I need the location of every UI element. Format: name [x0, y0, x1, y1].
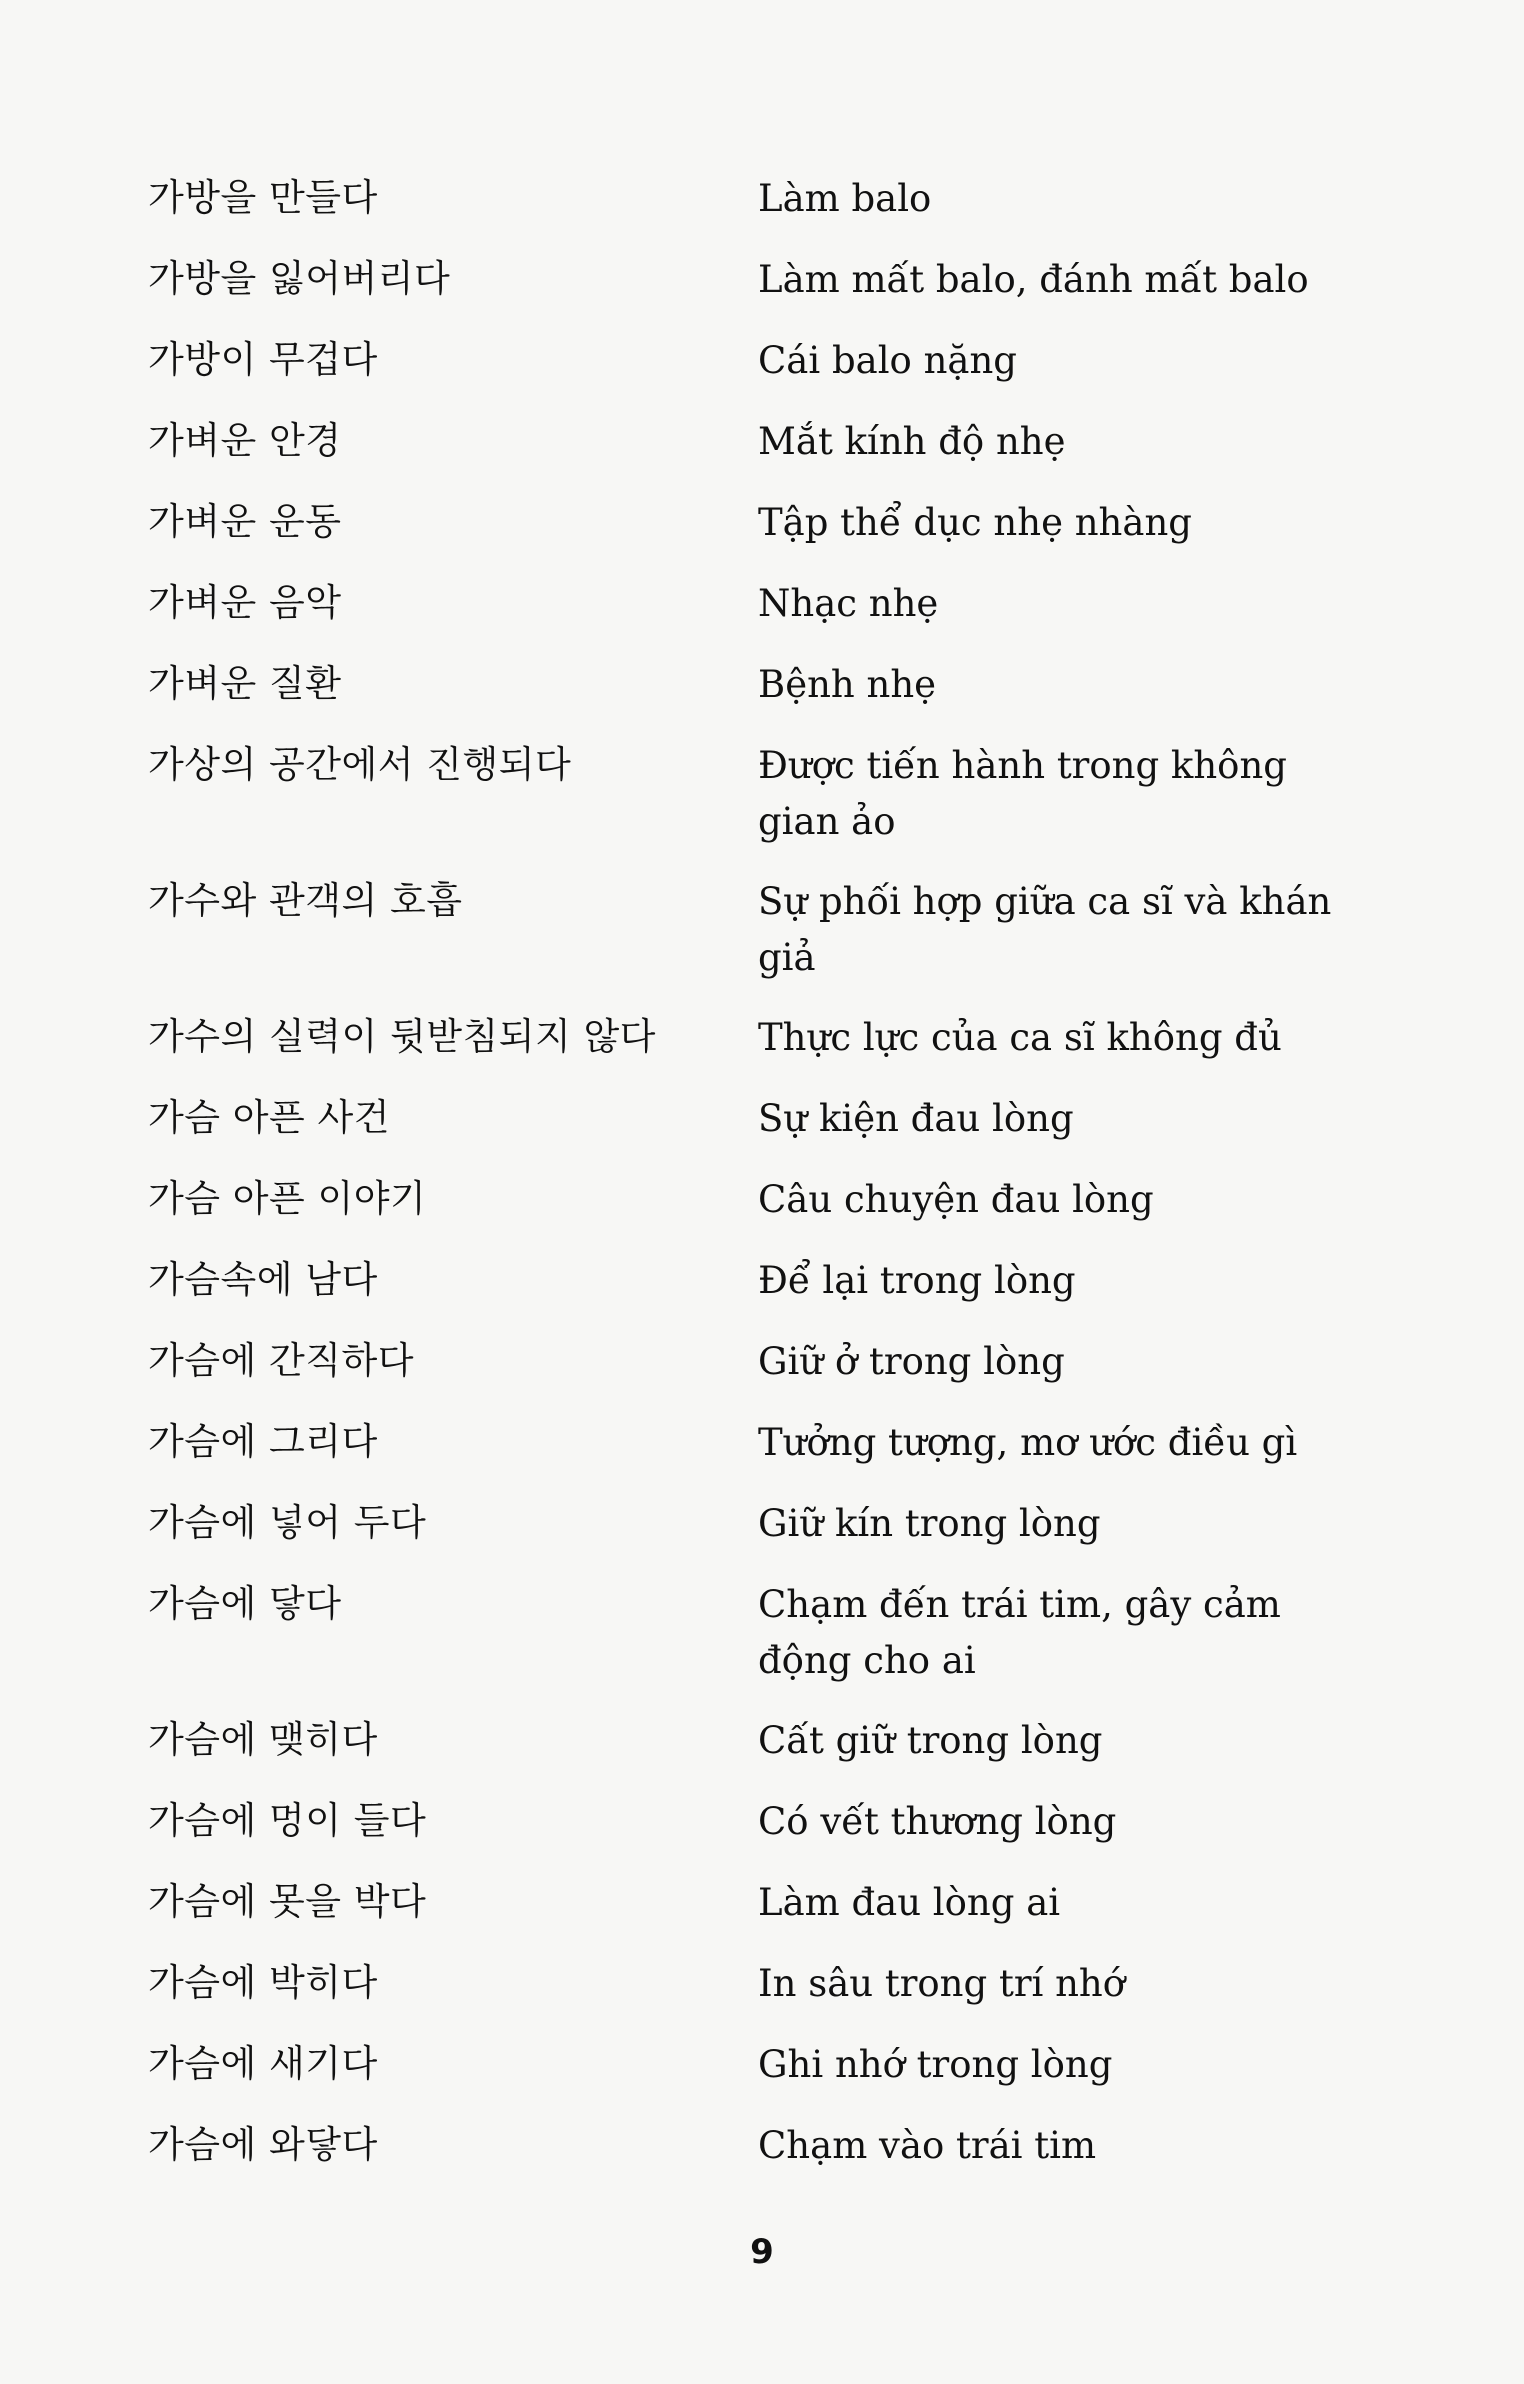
korean-phrase: 가슴에 넣어 두다 [148, 1501, 427, 1544]
vocabulary-entry [148, 168, 1368, 228]
vietnamese-translation: Cái balo nặng [758, 339, 1017, 382]
vocabulary-entry [148, 2115, 1368, 2175]
vietnamese-translation: Sự phối hợp giữa ca sĩ và khán giả [758, 880, 1332, 979]
vocabulary-entry [148, 249, 1368, 309]
vocabulary-entry [148, 1791, 1368, 1851]
vietnamese-translation: Tập thể dục nhẹ nhàng [758, 501, 1192, 544]
vietnamese-translation: Làm đau lòng ai [758, 1881, 1061, 1924]
korean-phrase: 가방이 무겁다 [148, 338, 378, 381]
vocabulary-entry [148, 735, 1368, 850]
korean-phrase: 가방을 잃어버리다 [148, 257, 451, 300]
vietnamese-translation: Chạm đến trái tim, gây cảm động cho ai [758, 1583, 1281, 1682]
korean-phrase: 가벼운 안경 [148, 419, 342, 462]
vietnamese-translation: Nhạc nhẹ [758, 582, 939, 625]
vietnamese-translation: Giữ kín trong lòng [758, 1502, 1101, 1545]
vietnamese-translation: Ghi nhớ trong lòng [758, 2043, 1113, 2086]
vocabulary-entry [148, 1412, 1368, 1472]
vietnamese-translation: Tưởng tượng, mơ ước điều gì [758, 1421, 1298, 1464]
vocabulary-entry [148, 1574, 1368, 1689]
vietnamese-translation: Bệnh nhẹ [758, 663, 937, 706]
vietnamese-translation: Mắt kính độ nhẹ [758, 420, 1066, 463]
korean-phrase: 가벼운 질환 [148, 662, 342, 705]
vietnamese-translation: Chạm vào trái tim [758, 2124, 1097, 2167]
korean-phrase: 가슴에 간직하다 [148, 1339, 414, 1382]
korean-phrase: 가슴에 못을 박다 [148, 1880, 427, 1923]
korean-phrase: 가슴에 와닿다 [148, 2123, 378, 2166]
vocabulary-list [148, 168, 1368, 2196]
vietnamese-translation: Có vết thương lòng [758, 1800, 1117, 1843]
vocabulary-entry [148, 1250, 1368, 1310]
vietnamese-translation: Làm mất balo, đánh mất balo [758, 258, 1309, 301]
vietnamese-translation: Để lại trong lòng [758, 1259, 1076, 1302]
korean-phrase: 가슴 아픈 사건 [148, 1096, 390, 1139]
korean-phrase: 가슴 아픈 이야기 [148, 1177, 427, 1220]
korean-phrase: 가벼운 음악 [148, 581, 342, 624]
korean-phrase: 가슴에 그리다 [148, 1420, 378, 1463]
vietnamese-translation: Làm balo [758, 177, 932, 220]
korean-phrase: 가상의 공간에서 진행되다 [148, 743, 572, 786]
vocabulary-entry [148, 1007, 1368, 1067]
korean-phrase: 가수의 실력이 뒷받침되지 않다 [148, 1015, 656, 1058]
korean-phrase: 가슴에 새기다 [148, 2042, 378, 2085]
vocabulary-entry [148, 330, 1368, 390]
korean-phrase: 가슴에 맺히다 [148, 1718, 378, 1761]
vocabulary-entry [148, 1331, 1368, 1391]
vietnamese-translation: Thực lực của ca sĩ không đủ [758, 1016, 1282, 1059]
page-number: 9 [750, 2232, 774, 2272]
vocabulary-entry [148, 1872, 1368, 1932]
vocabulary-entry [148, 1953, 1368, 2013]
vocabulary-entry [148, 1493, 1368, 1553]
vietnamese-translation: Sự kiện đau lòng [758, 1097, 1074, 1140]
vocabulary-entry [148, 1169, 1368, 1229]
vietnamese-translation: Được tiến hành trong không gian ảo [758, 744, 1287, 843]
vocabulary-entry [148, 492, 1368, 552]
vocabulary-entry [148, 411, 1368, 471]
korean-phrase: 가벼운 운동 [148, 500, 342, 543]
korean-phrase: 가슴에 멍이 들다 [148, 1799, 427, 1842]
vocabulary-entry [148, 871, 1368, 986]
vietnamese-translation: In sâu trong trí nhớ [758, 1962, 1126, 2005]
vocabulary-entry [148, 1088, 1368, 1148]
vocabulary-entry [148, 654, 1368, 714]
vietnamese-translation: Cất giữ trong lòng [758, 1719, 1103, 1762]
vocabulary-entry [148, 1710, 1368, 1770]
korean-phrase: 가수와 관객의 호흡 [148, 879, 463, 922]
korean-phrase: 가슴에 닿다 [148, 1582, 342, 1625]
korean-phrase: 가방을 만들다 [148, 176, 378, 219]
vocabulary-entry [148, 2034, 1368, 2094]
korean-phrase: 가슴속에 남다 [148, 1258, 378, 1301]
korean-phrase: 가슴에 박히다 [148, 1961, 378, 2004]
vocabulary-entry [148, 573, 1368, 633]
vietnamese-translation: Câu chuyện đau lòng [758, 1178, 1154, 1221]
vietnamese-translation: Giữ ở trong lòng [758, 1340, 1065, 1383]
